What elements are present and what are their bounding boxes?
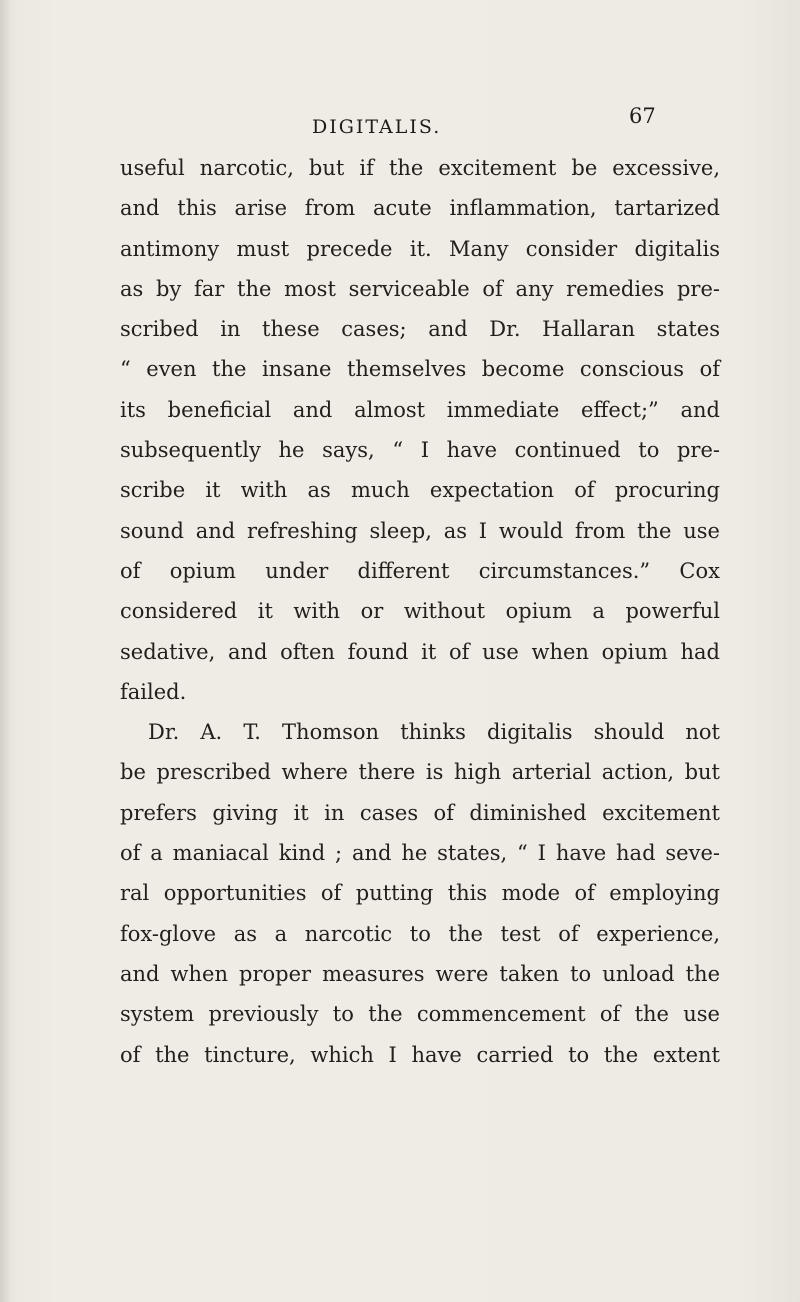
text-line: prefers giving it in cases of diminished excitement (120, 800, 720, 825)
text-line: scribed in these cases; and Dr. Hallaran states (120, 317, 720, 342)
text-line: its beneficial and almost immediate effect;” and (120, 397, 720, 422)
page-header (0, 104, 800, 144)
spine-shadow (0, 0, 10, 1302)
text-line: ral opportunities of putting this mode of employing (120, 881, 720, 906)
text-line: fox-glove as a narcotic to the test of experience, (120, 921, 720, 946)
text-line: scribe it with as much expectation of procuring (120, 478, 720, 503)
text-line: sound and refreshing sleep, as I would from the use (120, 518, 720, 543)
text-line: of opium under different circumstances.” Cox (120, 558, 720, 583)
text-line: subsequently he says, “ I have continued to pre- (120, 438, 720, 463)
text-line: be prescribed where there is high arterial action, but (120, 760, 720, 785)
text-line: and when proper measures were taken to unload the (120, 961, 720, 986)
running-head: DIGITALIS. (312, 116, 442, 138)
body-text (120, 148, 720, 1075)
text-line: useful narcotic, but if the excitement be excessive, (120, 156, 720, 180)
text-line: system previously to the commencement of the use (120, 1002, 720, 1027)
text-line: of a maniacal kind ; and he states, “ I have had seve- (120, 841, 720, 866)
text-line: antimony must precede it. Many consider digitalis (120, 236, 720, 261)
text-line: considered it with or without opium a powerful (120, 599, 720, 624)
text-line: failed. (120, 679, 187, 704)
page-number: 67 (629, 104, 656, 128)
text-line: as by far the most serviceable of any remedies pre- (120, 276, 720, 301)
text-line: of the tincture, which I have carried to the extent (120, 1042, 720, 1067)
text-line: sedative, and often found it of use when opium had (120, 639, 720, 664)
text-line: Dr. A. T. Thomson thinks digitalis should not (148, 720, 720, 745)
text-line: “ even the insane themselves become conscious of (120, 357, 720, 382)
text-line: and this arise from acute inflammation, tartarized (120, 196, 720, 221)
